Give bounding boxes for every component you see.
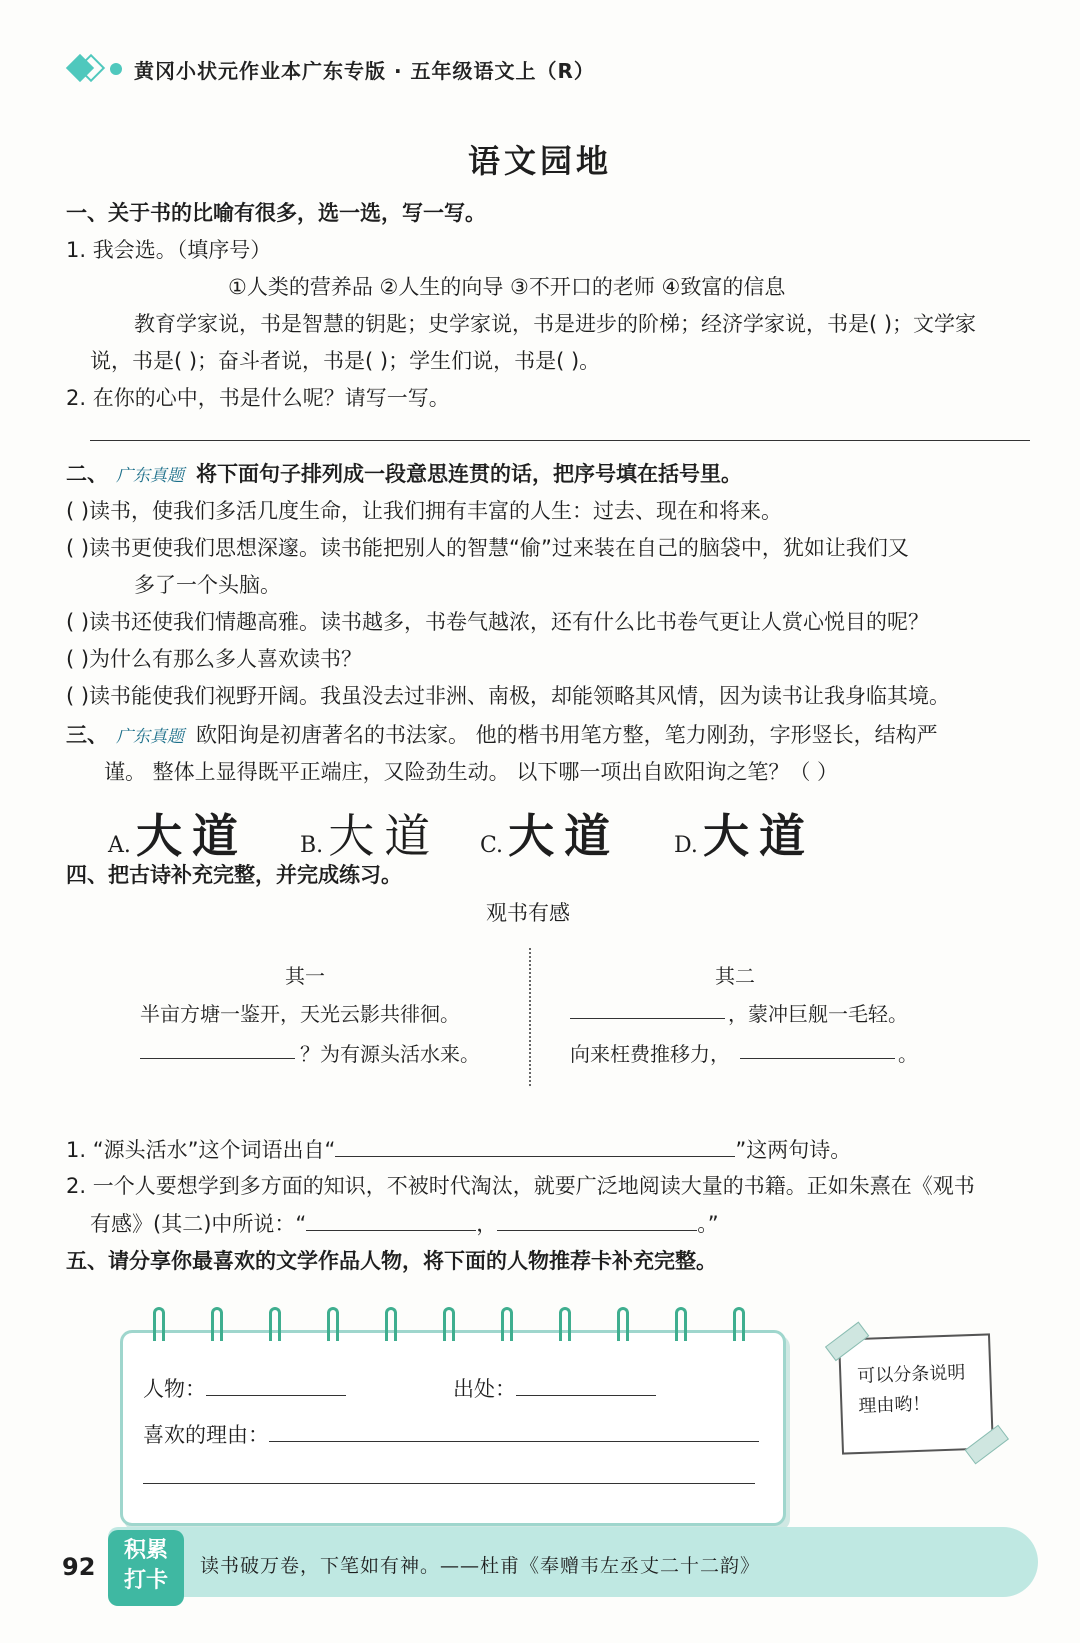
source-label: 出处： (453, 1377, 516, 1401)
hint-note (838, 1333, 994, 1454)
order-item: ( )为什么有那么多人喜欢读书？ (66, 647, 363, 671)
section-1-line1: 教育学家说，书是智慧的钥匙；史学家说，书是进步的阶梯；经济学家说，书是( )；文学家 (134, 312, 977, 336)
section-5-heading: 五、请分享你最喜欢的文学作品人物，将下面的人物推荐卡补充完整。 (66, 1249, 717, 1273)
section-4-q1 (66, 1134, 851, 1165)
page-title: 语文园地 (467, 142, 612, 180)
ring-icon (269, 1307, 281, 1341)
person-input[interactable] (206, 1373, 346, 1396)
choice-letter: D. (674, 833, 698, 858)
source-field (453, 1373, 656, 1404)
reason-input[interactable] (269, 1419, 759, 1442)
person-label: 人物： (143, 1377, 206, 1401)
poem-right-line1: ，蒙冲巨舰一毛轻。 (728, 1002, 908, 1026)
section-2-heading (66, 459, 742, 491)
ring-icon (675, 1307, 687, 1341)
ring-icon (443, 1307, 455, 1341)
ring-icon (617, 1307, 629, 1341)
section-4-q2-line1: 2. 一个人要想学到多方面的知识，不被时代淘汰，就要广泛地阅读大量的书籍。正如朱熹在《观书 (66, 1174, 975, 1198)
calligraphy-sample: 大道 (135, 809, 248, 863)
poem-left-line2: ？为有源头活水来。 (300, 1042, 480, 1066)
section-3-text: 欧阳询是初唐著名的书法家。 他的楷书用笔方整，笔力刚劲，字形竖长，结构严 (196, 723, 938, 747)
section-2-number: 二、 (66, 462, 108, 486)
order-item: ( )读书，使我们多活几度生命，让我们拥有丰富的人生：过去、现在和将来。 (66, 499, 783, 523)
section-4-heading: 四、把古诗补充完整，并完成练习。 (66, 863, 402, 887)
section-4-q2-mid: ， (476, 1212, 498, 1236)
order-item: ( )读书还使我们情趣高雅。读书越多，书卷气越浓，还有什么比书卷气更让人赏心悦目的呢？ (66, 610, 930, 634)
ring-icon (501, 1307, 513, 1341)
section-3-line2: 谨。 整体上显得既平正端庄，又险劲生动。 以下哪一项出自欧阳询之笔？（ ） (104, 760, 839, 784)
calligraphy-sample: 大道 (328, 809, 441, 863)
reason-input-line-2[interactable] (143, 1483, 755, 1484)
section-1-heading: 一、关于书的比喻有很多，选一选，写一写。 (66, 201, 486, 225)
ring-icon (327, 1307, 339, 1341)
section-4-q1-start: 1. “源头活水”这个词语出自“ (66, 1138, 336, 1162)
ring-icon (733, 1307, 745, 1341)
section-1-q1: 1. 我会选。（填序号） (66, 238, 272, 262)
order-item: ( )读书能使我们视野开阔。我虽没去过非洲、南极，却能领略其风情，因为读书让我身临其境。 (66, 684, 951, 708)
choice-letter: A. (108, 833, 131, 858)
choice-b[interactable] (300, 800, 440, 866)
section-1-options: ①人类的营养品 ②人生的向导 ③不开口的老师 ④致富的信息 (228, 275, 786, 299)
header-text: 黄冈小状元作业本广东专版 · 五年级语文上（R） (134, 58, 595, 83)
order-item-continued: 多了一个头脑。 (134, 573, 281, 597)
poem-right-blank-1[interactable] (570, 996, 725, 1019)
poem-left-label: 其一 (285, 964, 325, 988)
choice-a[interactable] (108, 800, 248, 866)
section-4-q2-start: 有感》(其二)中所说：“ (90, 1212, 307, 1236)
calligraphy-sample: 大道 (508, 809, 621, 863)
header-logo-icon (66, 54, 120, 84)
section-4-q1-end: ”这两句诗。 (735, 1138, 852, 1162)
ring-icon (211, 1307, 223, 1341)
reason-field (143, 1419, 759, 1450)
page-number: 92 (62, 1553, 96, 1581)
section-3-number: 三、 (66, 723, 108, 747)
choice-letter: B. (300, 833, 324, 858)
ring-icon (559, 1307, 571, 1341)
section-3-tag: 广东真题 (116, 727, 184, 747)
source-input[interactable] (516, 1373, 656, 1396)
q1-blank[interactable] (335, 1134, 735, 1157)
footer-tag-line2: 打卡 (123, 1568, 168, 1593)
footer-tag (108, 1530, 184, 1606)
footer-quote: 读书破万卷，下笔如有神。——杜甫《奉赠韦左丞丈二十二韵》 (200, 1555, 761, 1577)
poem-right-line2-start: 向来枉费推移力， (570, 1042, 730, 1066)
section-1-q2: 2. 在你的心中，书是什么呢？请写一写。 (66, 386, 450, 410)
poem-right-line2-end: 。 (898, 1042, 918, 1066)
q2-blank-1[interactable] (306, 1208, 476, 1231)
hint-text: 可以分条说明理由哟！ (856, 1362, 966, 1418)
footer-tag-line1: 积累 (123, 1538, 168, 1563)
ring-icon (153, 1307, 165, 1341)
poem-title: 观书有感 (486, 901, 570, 925)
section-2-instruction: 将下面句子排列成一段意思连贯的话，把序号填在括号里。 (196, 462, 742, 486)
poem-right-label: 其二 (715, 964, 755, 988)
page-header (66, 52, 595, 86)
section-3-line1 (66, 720, 938, 752)
section-2-tag: 广东真题 (116, 466, 184, 486)
tape-icon (825, 1322, 869, 1362)
poem-left-line1: 半亩方塘一鉴开，天光云影共徘徊。 (140, 1002, 460, 1026)
section-4-q2-line2 (90, 1208, 719, 1239)
ring-icon (385, 1307, 397, 1341)
reason-label: 喜欢的理由： (143, 1423, 269, 1447)
calligraphy-sample: 大道 (702, 809, 815, 863)
section-4-q2-end: 。” (697, 1212, 719, 1236)
tape-icon (965, 1425, 1009, 1465)
poem-left-blank[interactable] (140, 1036, 295, 1059)
choice-d[interactable] (674, 800, 815, 866)
choice-letter: C. (480, 833, 504, 858)
section-1-line2: 说，书是( )；奋斗者说，书是( )；学生们说，书是( )。 (90, 349, 601, 373)
person-field (143, 1373, 346, 1404)
q2-blank-2[interactable] (497, 1208, 697, 1231)
poem-divider (529, 948, 531, 1086)
answer-line[interactable] (90, 440, 1030, 441)
order-item: ( )读书更使我们思想深邃。读书能把别人的智慧“偷”过来装在自己的脑袋中，犹如让我们又 (66, 536, 909, 560)
recommendation-card (120, 1330, 786, 1526)
choice-c[interactable] (480, 800, 620, 866)
poem-right-blank-2[interactable] (740, 1036, 895, 1059)
